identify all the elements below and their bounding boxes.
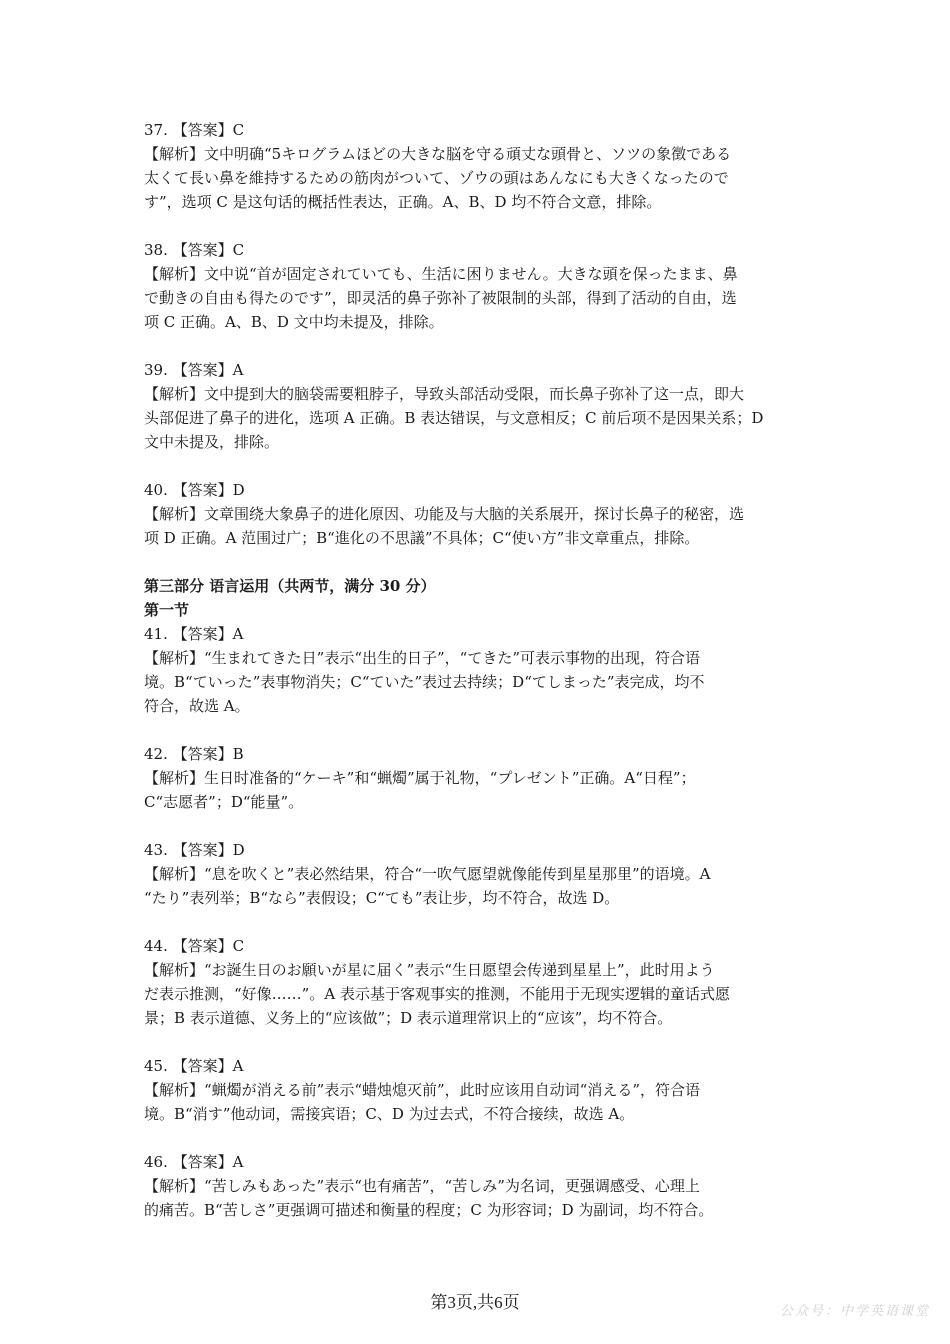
watermark: 公众号：中学英语课堂 (779, 1304, 930, 1319)
answer-block (144, 358, 810, 454)
explanation-line: 文中未提及，排除。 (144, 433, 280, 451)
explanation-line: す”，选项 C 是这句话的概括性表达，正确。A、B、D 均不符合文意，排除。 (144, 193, 662, 211)
explanation-line: 项 D 正确。A 范围过广；B“進化の不思議”不具体；C“使い方”非文章重点，排除。 (144, 529, 700, 547)
explanation-line: で動きの自由も得たのです”，即灵活的鼻子弥补了被限制的头部，得到了活动的自由，选 (144, 289, 737, 307)
explanation-line: “たり”表列举；B“なら”表假设；C“ても”表让步，均不符合，故选 D。 (144, 889, 620, 907)
answer-line: 39. 【答案】A (144, 361, 244, 379)
answer-block (144, 238, 810, 334)
answer-line: 40. 【答案】D (144, 481, 245, 499)
explanation-line: 项 C 正确。A、B、D 文中均未提及，排除。 (144, 313, 444, 331)
section-title: 第三部分 语言运用（共两节，满分 30 分） (144, 577, 436, 595)
section-subtitle: 第一节 (144, 601, 190, 619)
explanation-line: 景；B 表示道德、义务上的“应该做”；D 表示道理常识上的“应该”，均不符合。 (144, 1009, 673, 1027)
answer-line: 41. 【答案】A (144, 625, 244, 643)
explanation-line: 太くて長い鼻を維持するための筋肉がついて、ゾウの頭はあんなにも大きくなったので (144, 169, 729, 187)
explanation-line: 【解析】生日时准备的“ケーキ”和“蝋燭”属于礼物，“プレゼント”正确。A“日程”； (144, 769, 696, 787)
explanation-line: 符合，故选 A。 (144, 697, 250, 715)
answer-block (144, 118, 810, 214)
explanation-line: 【解析】“お誕生日のお願いが星に届く”表示“生日愿望会传递到星星上”，此时用よう (144, 961, 715, 979)
answer-line: 44. 【答案】C (144, 937, 245, 955)
answer-blocks-part-two (144, 118, 810, 550)
explanation-line: 境。B“ていった”表事物消失；C“ていた”表过去持续；D“てしまった”表完成，均不 (144, 673, 705, 691)
answer-block (144, 478, 810, 550)
explanation-line: 【解析】“苦しみもあった”表示“也有痛苦”，“苦しみ”为名词，更强调感受、心理上 (144, 1177, 700, 1195)
page-number: 第3页,共6页 (430, 1293, 520, 1312)
answer-block (144, 1150, 810, 1222)
explanation-line: 【解析】“生まれてきた日”表示“出生的日子”，“てきた”可表示事物的出现，符合语 (144, 649, 701, 667)
document-body (144, 118, 810, 1246)
answer-block (144, 838, 810, 910)
answer-line: 46. 【答案】A (144, 1153, 244, 1171)
explanation-line: 【解析】文章围绕大象鼻子的进化原因、功能及与大脑的关系展开，探讨长鼻子的秘密，选 (144, 505, 745, 523)
answer-blocks-part-three (144, 622, 810, 1222)
explanation-line: 的痛苦。B“苦しさ”更强调可描述和衡量的程度；C 为形容词；D 为副词，均不符合。 (144, 1201, 714, 1219)
answer-line: 37. 【答案】C (144, 121, 245, 139)
explanation-line: 【解析】“蝋燭が消える前”表示“蜡烛熄灭前”，此时应该用自动词“消える”，符合语 (144, 1081, 701, 1099)
explanation-line: 【解析】“息を吹くと”表必然结果，符合“一吹气愿望就像能传到星星那里”的语境。A (144, 865, 711, 883)
answer-block (144, 934, 810, 1030)
explanation-line: 【解析】文中说“首が固定されていても、生活に困りません。大きな頭を保ったまま、鼻 (144, 265, 738, 283)
answer-block (144, 742, 810, 814)
explanation-line: だ表示推测，“好像……”。A 表示基于客观事实的推测，不能用于无现实逻辑的童话式愿 (144, 985, 730, 1003)
explanation-line: 头部促进了鼻子的进化，选项 A 正确。B 表达错误，与文意相反；C 前后项不是因果关系；D (144, 409, 764, 427)
answer-block (144, 1054, 810, 1126)
answer-line: 43. 【答案】D (144, 841, 245, 859)
answer-line: 42. 【答案】B (144, 745, 244, 763)
explanation-line: C“志愿者”；D“能量”。 (144, 793, 304, 811)
explanation-line: 【解析】文中明确“5キログラムほどの大きな脳を守る頑丈な頭骨と、ソツの象徴である (144, 145, 732, 163)
answer-line: 45. 【答案】A (144, 1057, 244, 1075)
explanation-line: 境。B“消す”他动词，需接宾语；C、D 为过去式，不符合接续，故选 A。 (144, 1105, 635, 1123)
explanation-line: 【解析】文中提到大的脑袋需要粗脖子，导致头部活动受限，而长鼻子弥补了这一点，即大 (144, 385, 745, 403)
answer-block (144, 622, 810, 718)
answer-line: 38. 【答案】C (144, 241, 245, 259)
